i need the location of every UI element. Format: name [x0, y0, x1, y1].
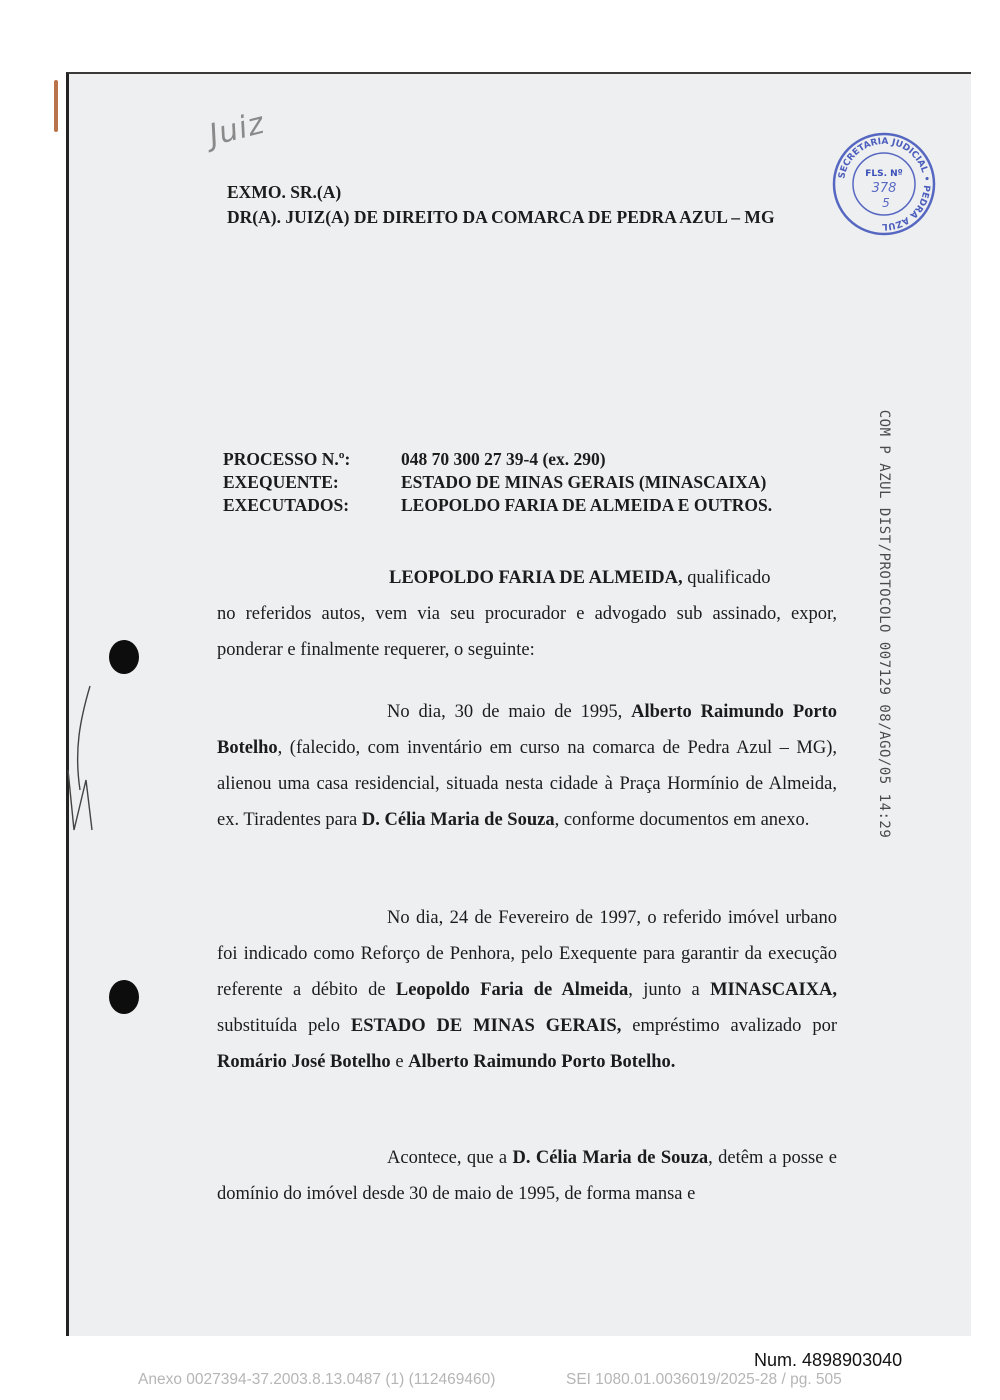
p3-bold-3: ESTADO DE MINAS GERAIS, [350, 1016, 622, 1036]
p3-text-1: No dia, 24 de Fevereiro de 1997, o referido imóvel urbano foi indicado como Reforço de Penhora, pelo Exequente para garantir da execução referente a débito de [217, 908, 837, 1000]
p2-text-2: , (falecido, com inventário em curso na comarca de Pedra Azul – MG), alienou uma casa residencial, situada nesta cidade à Praça Hormínio de Almeida, ex. Tiradentes para [217, 738, 837, 830]
addressee-line-1: EXMO. SR.(A) [227, 182, 342, 202]
process-info [223, 448, 772, 517]
paragraph-4 [217, 1140, 837, 1212]
exequente-value: ESTADO DE MINAS GERAIS (MINASCAIXA) [401, 472, 767, 492]
footer-sei: SEI 1080.01.0036019/2025-28 / pg. 505 [566, 1371, 842, 1388]
paragraph-3 [217, 900, 837, 1080]
p1-name: LEOPOLDO FARIA DE ALMEIDA, [389, 568, 683, 588]
executados-row [223, 494, 772, 517]
document-number: Num. 4898903040 [754, 1350, 903, 1370]
stamp-sub: 5 [882, 196, 890, 210]
signature-mark [62, 680, 102, 840]
p2-text-3: , conforme documentos em anexo. [554, 810, 810, 830]
process-row [223, 448, 772, 471]
executados-value: LEOPOLDO FARIA DE ALMEIDA E OUTROS. [401, 495, 773, 515]
exequente-row [223, 471, 772, 494]
court-stamp [829, 129, 939, 239]
p1-rest: no referidos autos, vem via seu procurador e advogado sub assinado, expor, ponderar e finalmente requerer, o seguinte: [217, 604, 837, 660]
p4-text-1: Acontece, que a [387, 1148, 513, 1168]
addressee-line-2: DR(A). JUIZ(A) DE DIREITO DA COMARCA DE PEDRA AZUL – MG [227, 207, 775, 227]
stamp-number: 378 [871, 181, 897, 196]
p2-bold-2: D. Célia Maria de Souza [361, 810, 555, 830]
protocol-stamp-text: COM P AZUL DIST/PROTOCOLO 007129 08/AGO/05 14:29 [876, 409, 892, 839]
binder-hole-top [109, 640, 139, 674]
stamp-fls-label: FLS. Nº [865, 169, 903, 179]
p4-text-2: , detêm a posse e domínio do imóvel desde 30 de maio de 1995, de forma mansa e [217, 1148, 837, 1204]
stamp-ring-text: SECRETARIA JUDICIAL • PEDRA AZUL [837, 136, 932, 232]
footer-anexo: Anexo 0027394-37.2003.8.13.0487 (1) (112469460) [138, 1371, 496, 1388]
p3-text-4: empréstimo avalizado por [621, 1016, 837, 1036]
process-label: PROCESSO N.º: [223, 449, 351, 469]
binder-hole-bottom [109, 980, 139, 1014]
scanned-page [66, 72, 971, 1336]
p3-bold-1: Leopoldo Faria de Almeida [395, 980, 629, 1000]
p3-bold-2: MINASCAIXA, [710, 980, 837, 1000]
red-margin-mark [54, 80, 58, 132]
p2-bold-1: Alberto Raimundo Porto Botelho [217, 702, 838, 758]
protocol-stamp [864, 409, 904, 839]
exequente-label: EXEQUENTE: [223, 472, 339, 492]
p3-text-2: , junto a [628, 980, 711, 1000]
paragraph-1 [217, 560, 837, 668]
handwritten-note: Juiz [205, 105, 269, 154]
addressee-block [227, 180, 775, 230]
process-value: 048 70 300 27 39-4 (ex. 290) [401, 449, 606, 469]
p2-text-1: No dia, 30 de maio de 1995, [387, 702, 632, 722]
p1-rest-first: qualificado [682, 568, 771, 588]
p3-bold-5: Alberto Raimundo Porto Botelho. [408, 1052, 676, 1072]
p3-bold-4: Romário José Botelho [217, 1052, 391, 1072]
p4-bold-1: D. Célia Maria de Souza [512, 1148, 709, 1168]
p3-text-3: substituída pelo [217, 1016, 351, 1036]
paragraph-2 [217, 694, 837, 838]
executados-label: EXECUTADOS: [223, 495, 350, 515]
p3-text-5: e [390, 1052, 409, 1072]
